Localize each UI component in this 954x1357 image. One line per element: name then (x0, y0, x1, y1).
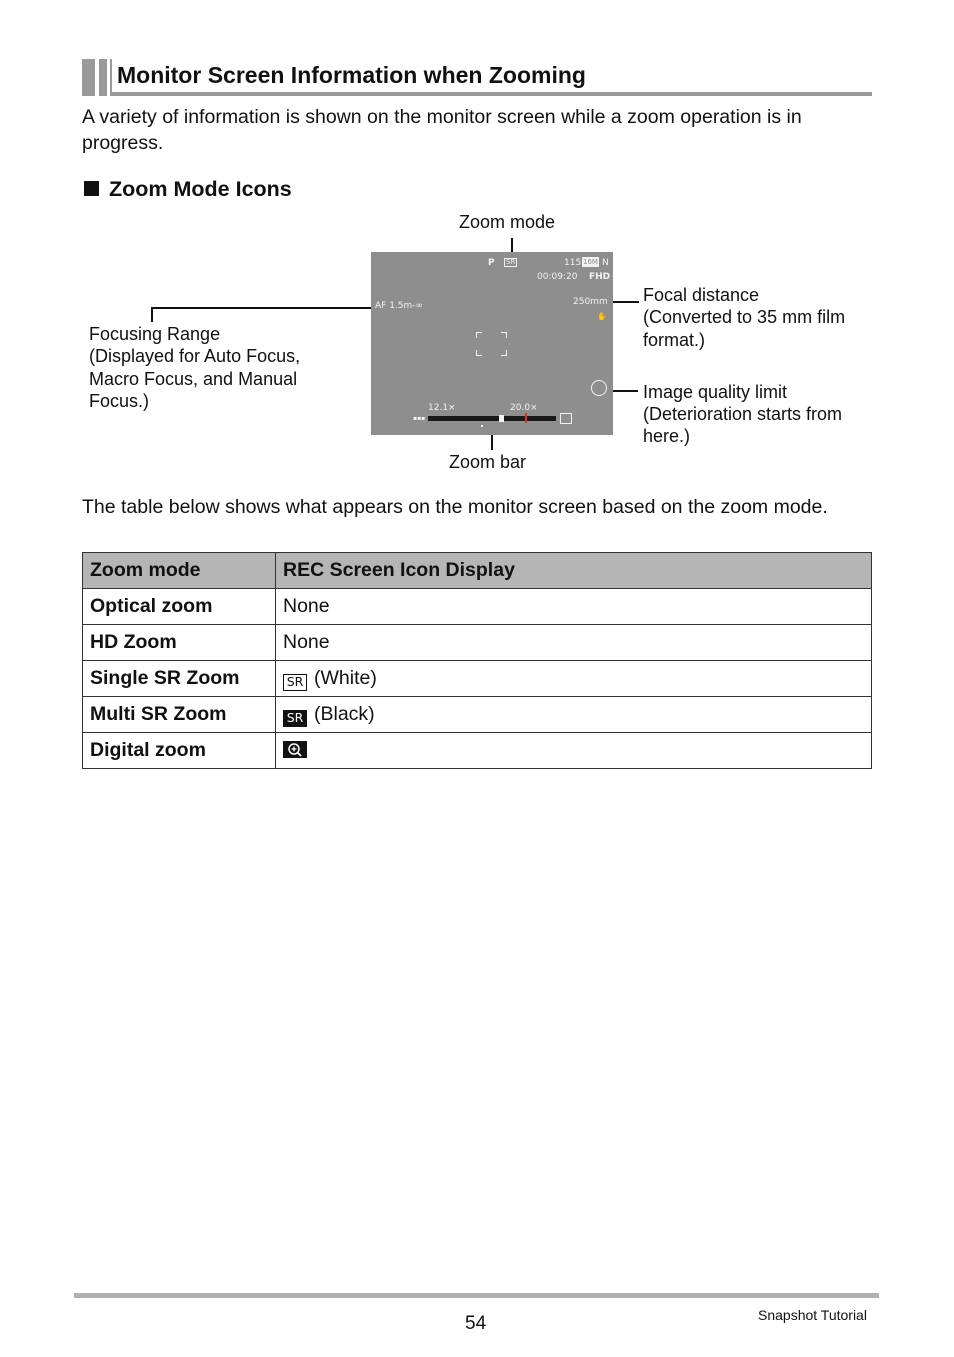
screen-af-range: AF 1.5m-∞ (375, 301, 424, 311)
label-quality-line1: Image quality limit (643, 382, 788, 402)
zoom-bar-quality-mark (525, 413, 527, 423)
table-intro: The table below shows what appears on the monitor screen based on the zoom mode. (82, 496, 828, 518)
leader-line-focal (612, 301, 639, 303)
screen-sr-icon: SR (506, 258, 516, 266)
screen-quality: N (602, 258, 609, 268)
label-focal-line2: (Converted to 35 mm film (643, 307, 846, 327)
tele-icon (560, 413, 572, 424)
screen-zoom-right: 20.0× (510, 403, 538, 413)
screen-shots: 115 (564, 258, 582, 268)
heading-bar-block (110, 59, 112, 96)
display-cell (276, 697, 872, 733)
monitor-screen-image (371, 252, 613, 435)
zoom-mode-table (82, 552, 872, 769)
display-text: (White) (314, 666, 377, 689)
section-title: Monitor Screen Information when Zooming (117, 62, 586, 88)
screen-movie: FHD (589, 272, 611, 282)
heading-bar-block (82, 59, 95, 96)
label-zoom-mode: Zoom mode (459, 212, 556, 232)
label-focus-line4: Focus.) (89, 391, 150, 411)
zoom-mode-cell: Digital zoom (83, 733, 276, 769)
label-focal-line1: Focal distance (643, 285, 760, 305)
table-row (83, 697, 872, 733)
table-header: Zoom mode (83, 553, 276, 589)
section-heading (82, 59, 872, 97)
screen-focal: 250mm (573, 297, 608, 307)
table-row (83, 589, 872, 625)
subsection-heading (84, 177, 292, 202)
focus-frame-corner (476, 332, 482, 338)
table-header-row (83, 553, 872, 589)
footer-rule (74, 1293, 879, 1298)
table-row (83, 625, 872, 661)
screen-mode: P (488, 258, 495, 268)
label-focus-line2: (Displayed for Auto Focus, (89, 346, 301, 366)
page-number: 54 (465, 1313, 487, 1334)
display-text: (Black) (314, 702, 375, 725)
zoom-mode-cell: Single SR Zoom (83, 661, 276, 697)
subsection-title: Zoom Mode Icons (109, 177, 292, 201)
wide-icon: ▪▪▪ (413, 415, 426, 422)
display-cell (276, 733, 872, 769)
screen-zoom-left: 12.1× (428, 403, 456, 413)
screen-size-icon: 16M (583, 258, 598, 266)
display-cell (276, 661, 872, 697)
label-focal-line3: format.) (643, 330, 706, 350)
label-zoom-bar: Zoom bar (449, 452, 527, 472)
zoom-bar-dot (481, 425, 483, 427)
display-cell: None (276, 589, 872, 625)
intro-paragraph: A variety of information is shown on the monitor screen while a zoom operation is in progress. (82, 106, 802, 154)
focus-frame-corner (476, 350, 482, 356)
screen-shake-icon: ✋ (597, 312, 607, 321)
heading-bar-block (99, 59, 107, 96)
menu-circle-icon (591, 380, 607, 396)
sr-white-icon: SR (283, 674, 307, 691)
table-header: REC Screen Icon Display (276, 553, 872, 589)
label-quality-line2: (Deterioration starts from (643, 404, 843, 424)
zoom-mode-cell: Multi SR Zoom (83, 697, 276, 733)
screen-time: 00:09:20 (537, 272, 578, 282)
display-cell: None (276, 625, 872, 661)
label-quality-line3: here.) (643, 426, 691, 446)
chapter-title: Snapshot Tutorial (758, 1307, 867, 1323)
digital-zoom-icon (283, 741, 307, 758)
zoom-mode-cell: Optical zoom (83, 589, 276, 625)
zoom-bar-position (499, 415, 504, 422)
sr-black-icon: SR (283, 710, 307, 727)
leader-line-focus (151, 307, 373, 309)
zoom-bar-track (428, 416, 556, 421)
table-row (83, 733, 872, 769)
square-bullet-icon (84, 181, 99, 196)
label-focus-line1: Focusing Range (89, 324, 221, 344)
zoom-mode-cell: HD Zoom (83, 625, 276, 661)
label-focus-line3: Macro Focus, and Manual (89, 369, 298, 389)
leader-line-focus-drop (151, 307, 153, 322)
focus-frame-corner (501, 332, 507, 338)
focus-frame-corner (501, 350, 507, 356)
table-row (83, 661, 872, 697)
